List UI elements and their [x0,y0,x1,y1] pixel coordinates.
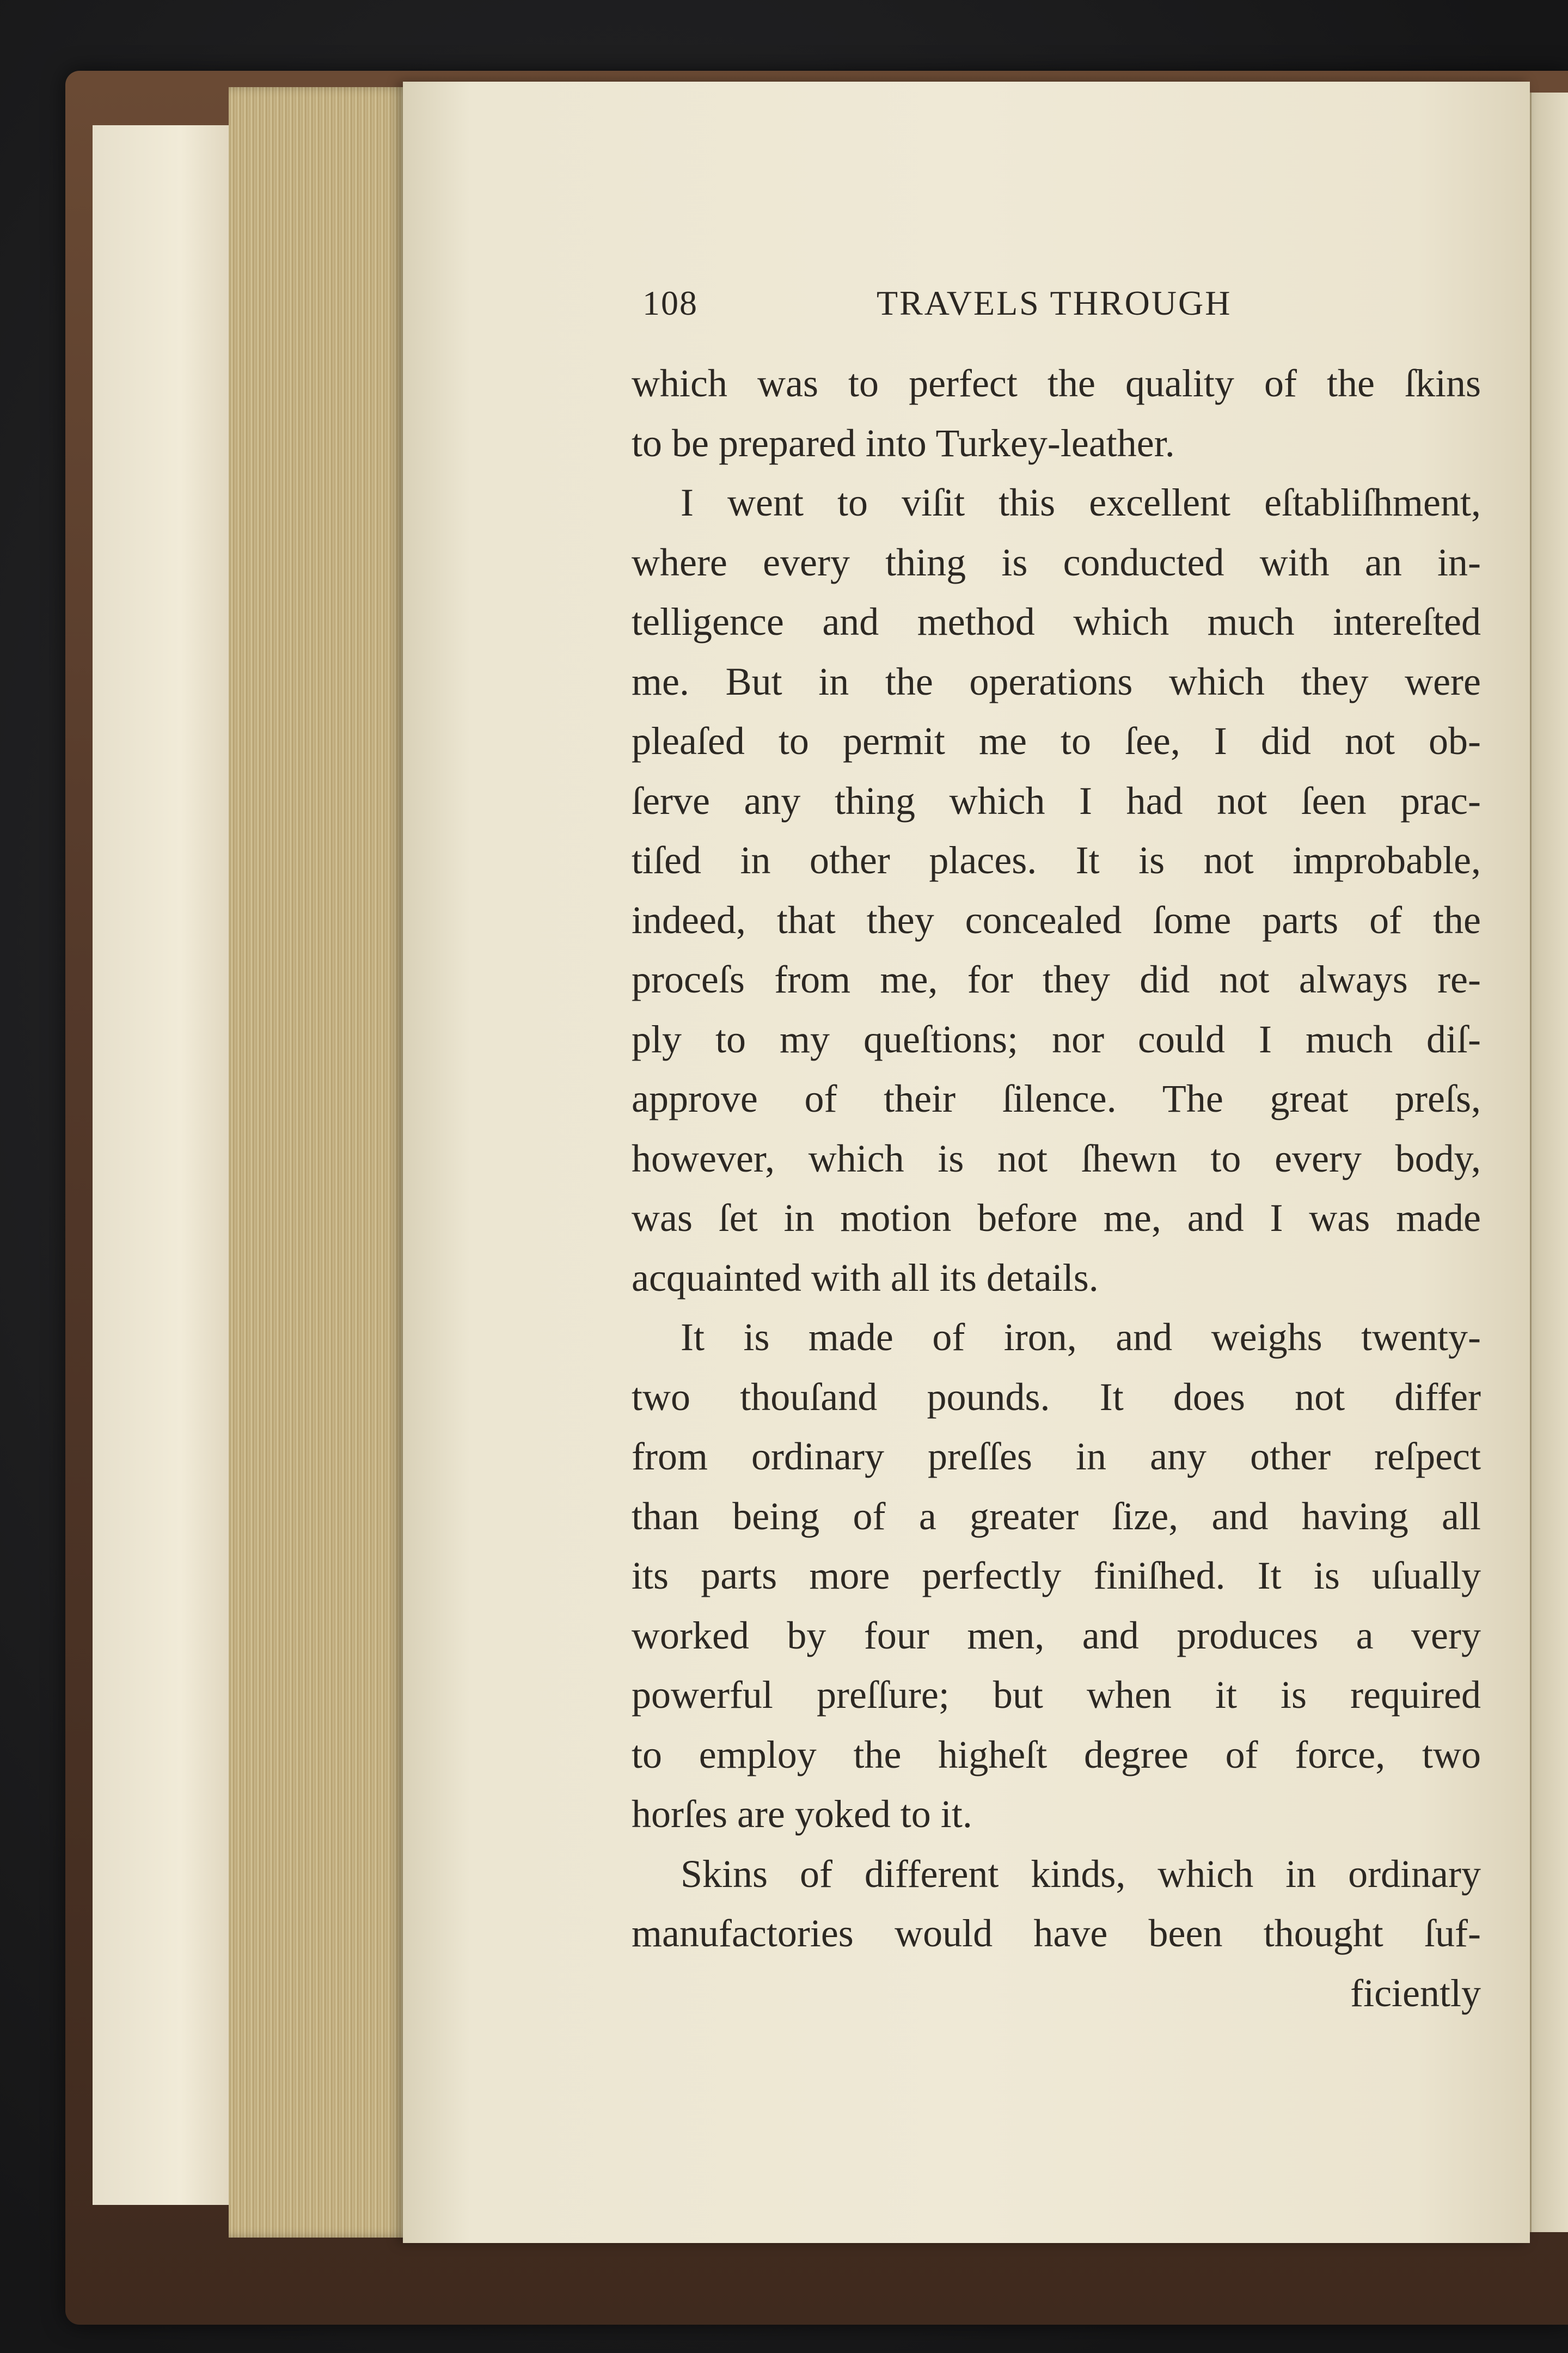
text-line: however, which is not ſhewn to every body, [632,1136,1481,1180]
text-line: powerful preſſure; but when it is required [632,1673,1481,1717]
text-line: acquainted with all its details. [632,1255,1099,1300]
text-line: telligence and method which much intereſted [632,600,1481,644]
text-line: approve of their ſilence. The great preſs, [632,1077,1481,1120]
text-line: horſes are yoked to it. [632,1792,972,1836]
text-line: than being of a greater ſize, and having all [632,1494,1481,1538]
text-line: from ordinary preſſes in any other reſpect [632,1435,1481,1478]
flyleaf [93,125,240,2205]
text-line: was ſet in motion before me, and I was made [632,1196,1481,1240]
text-line: ply to my queſtions; nor could I much diſ- [632,1017,1481,1061]
text-line: tiſed in other places. It is not improbable, [632,838,1481,882]
page-number: 108 [642,284,698,322]
text-line: pleaſed to permit me to ſee, I did not ob- [632,719,1481,763]
text-line: to be prepared into Turkey-leather. [632,421,1175,465]
text-line: ſerve any thing which I had not ſeen prac- [632,779,1481,823]
text-line: where every thing is conducted with an in- [632,540,1481,584]
text-line: indeed, that they concealed ſome parts of the [632,898,1481,942]
page-header [642,283,1252,332]
text-line: proceſs from me, for they did not always re- [632,958,1481,1001]
catchword: ficiently [1350,1971,1481,2015]
text-line: Skins of different kinds, which in ordinary [681,1852,1481,1896]
running-title: TRAVELS THROUGH [877,284,1232,322]
text-line: its parts more perfectly finiſhed. It is uſually [632,1554,1481,1597]
text-line: I went to viſit this excellent eſtabliſhment, [681,481,1481,524]
text-line: me. But in the operations which they were [632,659,1481,703]
text-line: worked by four men, and produces a very [632,1613,1481,1657]
text-line: manufactories would have been thought ſuf- [632,1911,1481,1955]
text-line: two thouſand pounds. It does not differ [632,1375,1481,1419]
text-line: It is made of iron, and weighs twenty- [681,1315,1481,1359]
body-text [632,354,1481,2023]
facing-page-edge [1530,93,1568,2232]
page-edges [229,87,425,2238]
text-line: which was to perfect the quality of the ſkins [632,361,1481,405]
text-line: to employ the higheſt degree of force, two [632,1732,1481,1776]
